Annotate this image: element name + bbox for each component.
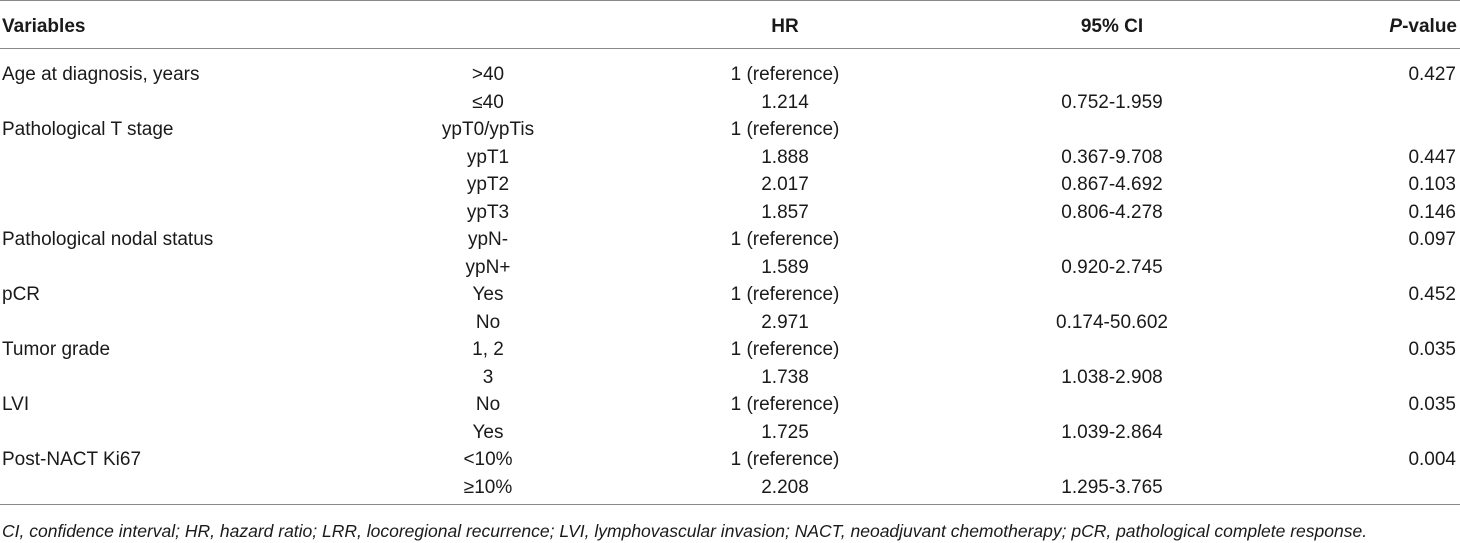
table-row xyxy=(0,254,1460,282)
cell-category: ypT2 xyxy=(466,174,510,195)
cell-category: ypN+ xyxy=(465,256,511,278)
cell-ci: 0.174-50.602 xyxy=(1056,311,1168,333)
header-variables: Variables xyxy=(2,16,86,37)
table-row xyxy=(0,116,1460,144)
table-row xyxy=(0,61,1460,89)
cell-variable: Tumor grade xyxy=(2,339,111,360)
cell-hr: 1 (reference) xyxy=(730,449,840,470)
cell-hr: 1 (reference) xyxy=(730,394,840,415)
cell-variable: Age at diagnosis, years xyxy=(2,64,200,85)
cell-ci: 0.806-4.278 xyxy=(1061,201,1163,223)
cell-p-value: 0.427 xyxy=(1408,64,1456,85)
cell-ci: 0.920-2.745 xyxy=(1061,256,1163,278)
cell-hr: 1 (reference) xyxy=(730,339,840,360)
cell-variable: Post-NACT Ki67 xyxy=(2,449,142,470)
cell-hr: 1.725 xyxy=(761,421,809,443)
header-hr: HR xyxy=(771,16,799,37)
table-row xyxy=(0,226,1460,254)
cell-category: ypT3 xyxy=(466,201,510,223)
cell-ci: 0.367-9.708 xyxy=(1061,146,1163,168)
table-header-rule xyxy=(0,48,1460,49)
cell-ci: 0.752-1.959 xyxy=(1061,91,1163,113)
table-row xyxy=(0,474,1460,502)
table-row xyxy=(0,199,1460,227)
cell-variable: Pathological T stage xyxy=(2,119,174,140)
cell-variable: pCR xyxy=(2,284,41,305)
table-row xyxy=(0,144,1460,172)
cell-hr: 2.017 xyxy=(761,174,809,195)
cell-p-value: 0.103 xyxy=(1408,174,1456,195)
cell-ci: 0.867-4.692 xyxy=(1061,174,1163,195)
cell-category: <10% xyxy=(463,449,513,470)
header-ci: 95% CI xyxy=(1080,16,1144,37)
cell-category: Yes xyxy=(472,421,504,443)
cell-hr: 1 (reference) xyxy=(730,119,840,140)
table-row xyxy=(0,446,1460,474)
header-p-italic: P xyxy=(1389,16,1403,37)
cell-ci: 1.038-2.908 xyxy=(1061,366,1163,388)
cell-category: ≥10% xyxy=(463,476,513,498)
table-row xyxy=(0,391,1460,419)
cell-category: No xyxy=(475,311,501,333)
cell-p-value: 0.146 xyxy=(1408,201,1456,223)
cell-p-value: 0.004 xyxy=(1408,449,1456,470)
cell-hr: 2.208 xyxy=(761,476,809,498)
cell-hr: 1.857 xyxy=(761,201,809,223)
cell-category: No xyxy=(475,394,501,415)
cell-hr: 1.738 xyxy=(761,366,809,388)
table-row xyxy=(0,309,1460,337)
cell-hr: 1 (reference) xyxy=(730,64,840,85)
cell-hr: 1 (reference) xyxy=(730,284,840,305)
cell-p-value: 0.452 xyxy=(1408,284,1456,305)
table-top-rule xyxy=(0,0,1460,1)
cell-hr: 1.214 xyxy=(761,91,809,113)
table-row xyxy=(0,364,1460,392)
cell-p-value: 0.097 xyxy=(1408,229,1456,250)
table-header-row xyxy=(0,16,1460,40)
cell-variable: LVI xyxy=(2,394,30,415)
table-row xyxy=(0,419,1460,447)
table-footnote: CI, confidence interval; HR, hazard ratio; LRR, locoregional recurrence; LVI, lymphovascular invasion; NACT, neoadjuvant chemotherapy; pCR, pathological complete response. xyxy=(2,521,1368,541)
cell-hr: 1.589 xyxy=(761,256,809,278)
cell-ci: 1.039-2.864 xyxy=(1061,421,1163,443)
cell-category: 3 xyxy=(482,366,494,388)
cell-ci: 1.295-3.765 xyxy=(1061,476,1163,498)
cell-category: Yes xyxy=(472,284,504,305)
cell-p-value: 0.035 xyxy=(1408,394,1456,415)
cell-category: ypT0/ypTis xyxy=(441,119,535,140)
table-row xyxy=(0,171,1460,199)
cell-variable: Pathological nodal status xyxy=(2,229,214,250)
cell-category: ypN- xyxy=(467,229,509,250)
cell-category: >40 xyxy=(471,64,505,85)
cell-p-value: 0.447 xyxy=(1408,146,1456,168)
table-row xyxy=(0,281,1460,309)
cell-hr: 1 (reference) xyxy=(730,229,840,250)
cell-hr: 2.971 xyxy=(761,311,809,333)
table-body xyxy=(0,61,1460,501)
cell-category: ypT1 xyxy=(466,146,510,168)
header-p-value xyxy=(1389,16,1457,38)
table-bottom-rule xyxy=(0,504,1460,505)
cell-category: ≤40 xyxy=(472,91,504,113)
table-row xyxy=(0,89,1460,117)
cell-category: 1, 2 xyxy=(472,339,504,360)
cell-hr: 1.888 xyxy=(761,146,809,168)
table-row xyxy=(0,336,1460,364)
cell-p-value: 0.035 xyxy=(1408,339,1456,360)
header-p-rest: -value xyxy=(1402,16,1457,37)
